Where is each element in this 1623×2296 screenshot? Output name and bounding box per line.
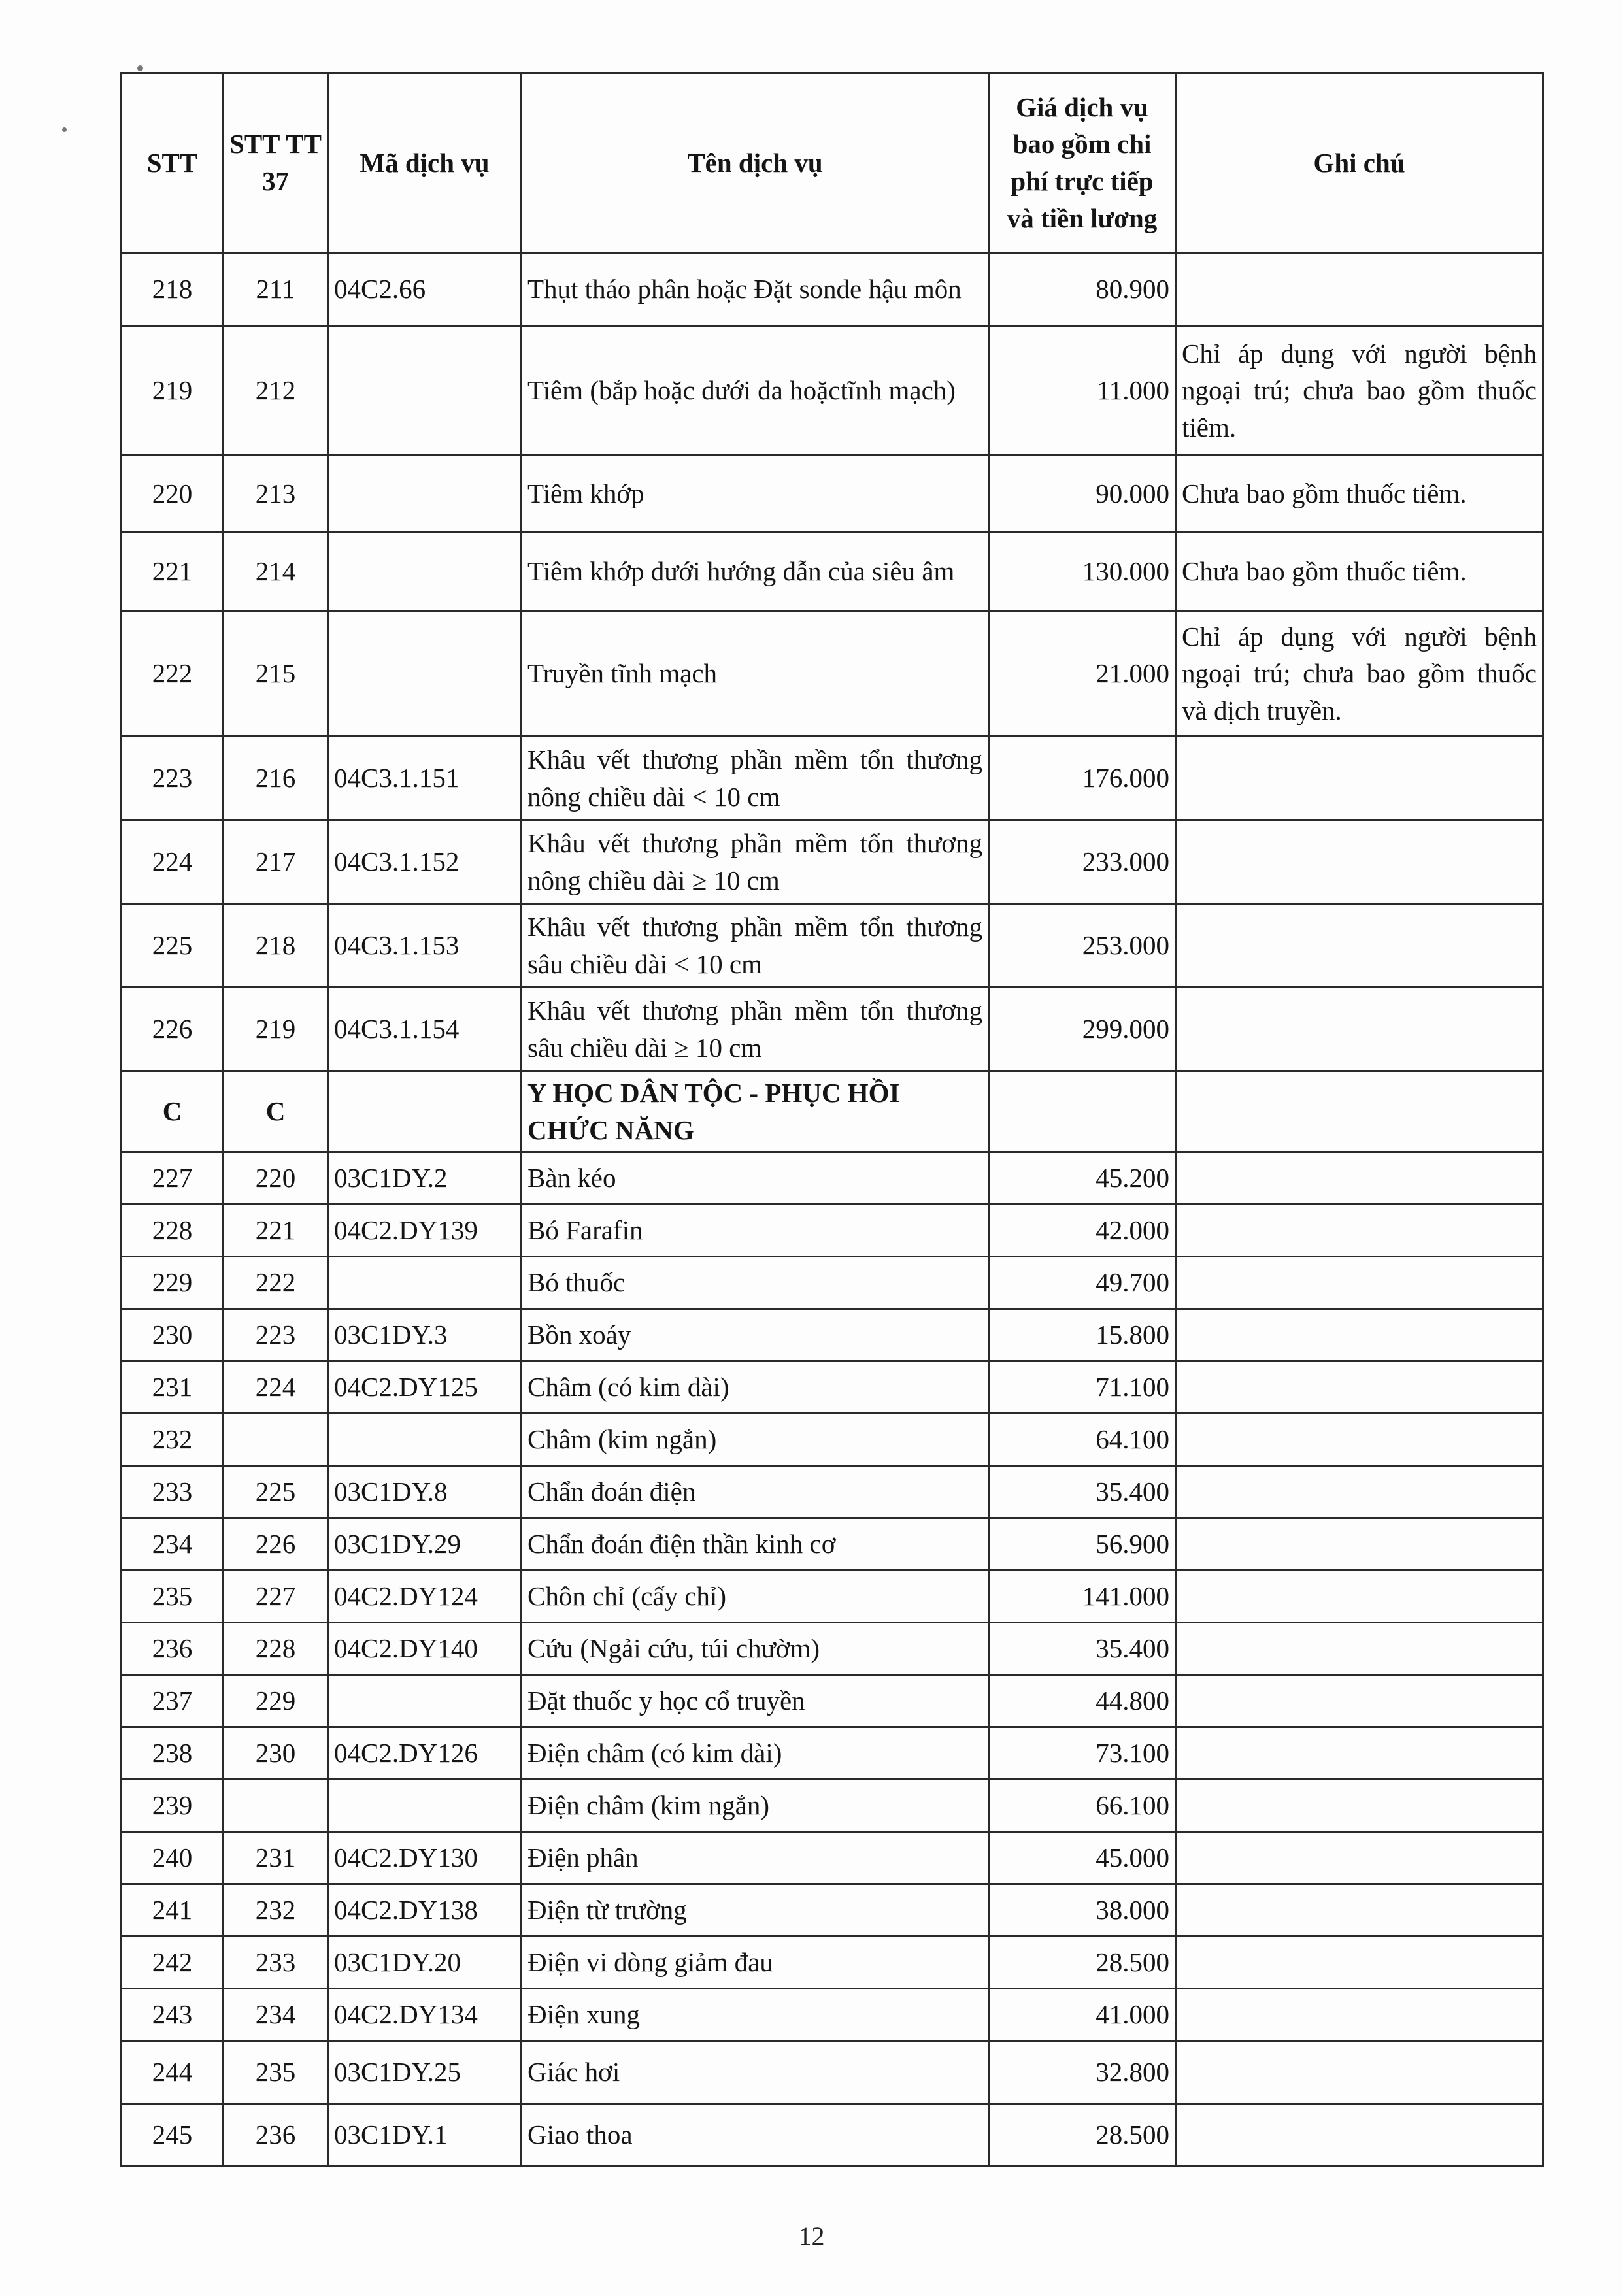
cell-stt: 236	[122, 1623, 224, 1675]
header-service-name: Tên dịch vụ	[522, 73, 989, 253]
cell-code	[328, 533, 522, 611]
cell-note	[1176, 1518, 1543, 1571]
cell-price: 49.700	[989, 1257, 1176, 1309]
cell-name: Tiêm khớp	[522, 456, 989, 533]
table-row	[122, 1884, 1543, 1937]
cell-stt: 244	[122, 2041, 224, 2104]
cell-stt: 232	[122, 1414, 224, 1466]
cell-code: 04C2.DY139	[328, 1205, 522, 1257]
cell-name: Châm (có kim dài)	[522, 1361, 989, 1414]
cell-code: 03C1DY.2	[328, 1152, 522, 1205]
cell-note	[1176, 988, 1543, 1071]
cell-price: 253.000	[989, 904, 1176, 988]
cell-price: 32.800	[989, 2041, 1176, 2104]
cell-stt-tt37: 225	[224, 1466, 328, 1518]
cell-stt-tt37	[224, 1780, 328, 1832]
table-row	[122, 1937, 1543, 1989]
page-number: 12	[798, 2221, 825, 2251]
cell-stt-tt37: 213	[224, 456, 328, 533]
table-row	[122, 1623, 1543, 1675]
cell-stt: 224	[122, 820, 224, 904]
section-note	[1176, 1071, 1543, 1152]
cell-stt-tt37: 228	[224, 1623, 328, 1675]
cell-price: 233.000	[989, 820, 1176, 904]
cell-name: Giao thoa	[522, 2104, 989, 2167]
cell-stt-tt37: 230	[224, 1727, 328, 1780]
cell-stt: 238	[122, 1727, 224, 1780]
cell-name: Truyền tĩnh mạch	[522, 611, 989, 737]
cell-code: 04C3.1.154	[328, 988, 522, 1071]
cell-stt: 235	[122, 1571, 224, 1623]
cell-note	[1176, 737, 1543, 820]
cell-name: Điện châm (kim ngắn)	[522, 1780, 989, 1832]
cell-name: Tiêm (bắp hoặc dưới da hoặctĩnh mạch)	[522, 326, 989, 456]
cell-code	[328, 1675, 522, 1727]
cell-note: Chưa bao gồm thuốc tiêm.	[1176, 533, 1543, 611]
table-row	[122, 1414, 1543, 1466]
cell-note	[1176, 1571, 1543, 1623]
table-row	[122, 1780, 1543, 1832]
table-row	[122, 253, 1543, 326]
cell-name: Điện xung	[522, 1989, 989, 2041]
cell-code	[328, 1414, 522, 1466]
section-price	[989, 1071, 1176, 1152]
cell-stt: 225	[122, 904, 224, 988]
cell-code	[328, 1780, 522, 1832]
cell-name: Đặt thuốc y học cổ truyền	[522, 1675, 989, 1727]
cell-name: Chôn chỉ (cấy chỉ)	[522, 1571, 989, 1623]
cell-stt: 223	[122, 737, 224, 820]
cell-stt: 240	[122, 1832, 224, 1884]
cell-name: Khâu vết thương phần mềm tổn thương sâu chiều dài < 10 cm	[522, 904, 989, 988]
section-title: Y HỌC DÂN TỘC - PHỤC HỒI CHỨC NĂNG	[522, 1071, 989, 1152]
cell-note	[1176, 1989, 1543, 2041]
cell-stt: 245	[122, 2104, 224, 2167]
section-row	[122, 1071, 1543, 1152]
table-row	[122, 820, 1543, 904]
cell-note	[1176, 2041, 1543, 2104]
table-row	[122, 1257, 1543, 1309]
cell-stt-tt37: 220	[224, 1152, 328, 1205]
table-row	[122, 1152, 1543, 1205]
cell-price: 45.000	[989, 1832, 1176, 1884]
cell-stt-tt37: 222	[224, 1257, 328, 1309]
cell-note	[1176, 820, 1543, 904]
cell-stt-tt37	[224, 1414, 328, 1466]
header-row	[122, 73, 1543, 253]
table-row	[122, 1309, 1543, 1361]
cell-stt: 219	[122, 326, 224, 456]
cell-name: Tiêm khớp dưới hướng dẫn của siêu âm	[522, 533, 989, 611]
cell-stt-tt37: 218	[224, 904, 328, 988]
scan-speck	[62, 127, 67, 132]
cell-name: Thụt tháo phân hoặc Đặt sonde hậu môn	[522, 253, 989, 326]
cell-stt: 220	[122, 456, 224, 533]
cell-price: 44.800	[989, 1675, 1176, 1727]
cell-stt: 227	[122, 1152, 224, 1205]
cell-price: 64.100	[989, 1414, 1176, 1466]
cell-price: 35.400	[989, 1466, 1176, 1518]
cell-note	[1176, 253, 1543, 326]
cell-price: 176.000	[989, 737, 1176, 820]
cell-note	[1176, 1675, 1543, 1727]
table-row	[122, 1675, 1543, 1727]
cell-name: Châm (kim ngắn)	[522, 1414, 989, 1466]
cell-price: 56.900	[989, 1518, 1176, 1571]
cell-stt-tt37: 227	[224, 1571, 328, 1623]
cell-stt-tt37: 226	[224, 1518, 328, 1571]
cell-price: 28.500	[989, 1937, 1176, 1989]
cell-stt: 234	[122, 1518, 224, 1571]
cell-note	[1176, 1884, 1543, 1937]
cell-stt-tt37: 211	[224, 253, 328, 326]
cell-stt-tt37: 212	[224, 326, 328, 456]
cell-code: 04C2.DY126	[328, 1727, 522, 1780]
cell-note	[1176, 1623, 1543, 1675]
section-stt-tt37: C	[224, 1071, 328, 1152]
cell-stt-tt37: 223	[224, 1309, 328, 1361]
cell-code	[328, 456, 522, 533]
cell-price: 299.000	[989, 988, 1176, 1071]
header-stt-tt37: STT TT 37	[224, 73, 328, 253]
cell-code: 03C1DY.3	[328, 1309, 522, 1361]
cell-note	[1176, 1937, 1543, 1989]
cell-name: Điện phân	[522, 1832, 989, 1884]
table-row	[122, 1727, 1543, 1780]
section-stt: C	[122, 1071, 224, 1152]
cell-code: 04C3.1.153	[328, 904, 522, 988]
table-row	[122, 1989, 1543, 2041]
cell-name: Bó thuốc	[522, 1257, 989, 1309]
cell-note	[1176, 1780, 1543, 1832]
table-row	[122, 1361, 1543, 1414]
cell-stt: 239	[122, 1780, 224, 1832]
cell-code: 04C3.1.152	[328, 820, 522, 904]
cell-code: 04C2.DY134	[328, 1989, 522, 2041]
header-price: Giá dịch vụ bao gồm chi phí trực tiếp và tiền lương	[989, 73, 1176, 253]
cell-stt-tt37: 219	[224, 988, 328, 1071]
cell-note: Chưa bao gồm thuốc tiêm.	[1176, 456, 1543, 533]
cell-code: 03C1DY.20	[328, 1937, 522, 1989]
cell-price: 11.000	[989, 326, 1176, 456]
cell-stt-tt37: 231	[224, 1832, 328, 1884]
cell-price: 73.100	[989, 1727, 1176, 1780]
cell-note	[1176, 1257, 1543, 1309]
cell-name: Điện từ trường	[522, 1884, 989, 1937]
cell-name: Khâu vết thương phần mềm tổn thương sâu chiều dài ≥ 10 cm	[522, 988, 989, 1071]
cell-stt: 222	[122, 611, 224, 737]
table-row	[122, 904, 1543, 988]
table-row	[122, 1205, 1543, 1257]
cell-price: 71.100	[989, 1361, 1176, 1414]
cell-code: 04C2.DY138	[328, 1884, 522, 1937]
cell-name: Bàn kéo	[522, 1152, 989, 1205]
cell-note	[1176, 1361, 1543, 1414]
cell-name: Điện châm (có kim dài)	[522, 1727, 989, 1780]
service-price-table	[120, 72, 1544, 2167]
cell-code	[328, 611, 522, 737]
cell-stt: 243	[122, 1989, 224, 2041]
cell-stt: 229	[122, 1257, 224, 1309]
cell-stt: 241	[122, 1884, 224, 1937]
cell-stt-tt37: 236	[224, 2104, 328, 2167]
table-row	[122, 611, 1543, 737]
cell-note	[1176, 1414, 1543, 1466]
cell-stt: 228	[122, 1205, 224, 1257]
cell-note	[1176, 1832, 1543, 1884]
cell-stt: 237	[122, 1675, 224, 1727]
cell-code: 04C2.DY140	[328, 1623, 522, 1675]
cell-note: Chỉ áp dụng với người bệnh ngoại trú; chưa bao gồm thuốc tiêm.	[1176, 326, 1543, 456]
cell-note	[1176, 1205, 1543, 1257]
cell-price: 130.000	[989, 533, 1176, 611]
table-row	[122, 1571, 1543, 1623]
cell-price: 42.000	[989, 1205, 1176, 1257]
cell-price: 41.000	[989, 1989, 1176, 2041]
header-note: Ghi chú	[1176, 73, 1543, 253]
cell-stt: 226	[122, 988, 224, 1071]
cell-stt-tt37: 232	[224, 1884, 328, 1937]
table-row	[122, 456, 1543, 533]
cell-code: 03C1DY.8	[328, 1466, 522, 1518]
cell-price: 66.100	[989, 1780, 1176, 1832]
scan-speck	[137, 65, 143, 71]
table-row	[122, 1466, 1543, 1518]
cell-stt-tt37: 216	[224, 737, 328, 820]
section-code	[328, 1071, 522, 1152]
cell-price: 38.000	[989, 1884, 1176, 1937]
cell-note	[1176, 1309, 1543, 1361]
cell-price: 35.400	[989, 1623, 1176, 1675]
cell-code: 03C1DY.1	[328, 2104, 522, 2167]
table-row	[122, 2104, 1543, 2167]
cell-price: 90.000	[989, 456, 1176, 533]
cell-code: 04C2.66	[328, 253, 522, 326]
cell-note	[1176, 1466, 1543, 1518]
cell-price: 15.800	[989, 1309, 1176, 1361]
cell-name: Khâu vết thương phần mềm tổn thương nông chiều dài < 10 cm	[522, 737, 989, 820]
table-row	[122, 988, 1543, 1071]
cell-stt: 218	[122, 253, 224, 326]
cell-stt: 230	[122, 1309, 224, 1361]
cell-code	[328, 1257, 522, 1309]
cell-note	[1176, 2104, 1543, 2167]
cell-stt-tt37: 217	[224, 820, 328, 904]
table-row	[122, 533, 1543, 611]
cell-name: Chẩn đoán điện	[522, 1466, 989, 1518]
cell-code: 03C1DY.25	[328, 2041, 522, 2104]
cell-stt-tt37: 234	[224, 1989, 328, 2041]
cell-price: 141.000	[989, 1571, 1176, 1623]
cell-stt: 233	[122, 1466, 224, 1518]
cell-stt-tt37: 229	[224, 1675, 328, 1727]
cell-note: Chỉ áp dụng với người bệnh ngoại trú; chưa bao gồm thuốc và dịch truyền.	[1176, 611, 1543, 737]
cell-name: Điện vi dòng giảm đau	[522, 1937, 989, 1989]
cell-note	[1176, 1152, 1543, 1205]
cell-price: 21.000	[989, 611, 1176, 737]
cell-code: 03C1DY.29	[328, 1518, 522, 1571]
header-stt: STT	[122, 73, 224, 253]
cell-stt-tt37: 235	[224, 2041, 328, 2104]
cell-stt: 242	[122, 1937, 224, 1989]
table-row	[122, 1518, 1543, 1571]
cell-name: Chẩn đoán điện thần kinh cơ	[522, 1518, 989, 1571]
table-row	[122, 326, 1543, 456]
cell-stt-tt37: 224	[224, 1361, 328, 1414]
cell-note	[1176, 1727, 1543, 1780]
table-row	[122, 2041, 1543, 2104]
cell-name: Giác hơi	[522, 2041, 989, 2104]
cell-name: Cứu (Ngải cứu, túi chườm)	[522, 1623, 989, 1675]
cell-name: Bồn xoáy	[522, 1309, 989, 1361]
cell-price: 28.500	[989, 2104, 1176, 2167]
header-service-code: Mã dịch vụ	[328, 73, 522, 253]
cell-stt: 231	[122, 1361, 224, 1414]
cell-stt-tt37: 215	[224, 611, 328, 737]
table-row	[122, 1832, 1543, 1884]
cell-stt-tt37: 233	[224, 1937, 328, 1989]
cell-code: 04C3.1.151	[328, 737, 522, 820]
cell-code: 04C2.DY130	[328, 1832, 522, 1884]
cell-price: 80.900	[989, 253, 1176, 326]
cell-code	[328, 326, 522, 456]
cell-name: Bó Farafin	[522, 1205, 989, 1257]
cell-name: Khâu vết thương phần mềm tổn thương nông chiều dài ≥ 10 cm	[522, 820, 989, 904]
cell-stt: 221	[122, 533, 224, 611]
cell-note	[1176, 904, 1543, 988]
cell-code: 04C2.DY125	[328, 1361, 522, 1414]
table-row	[122, 737, 1543, 820]
cell-stt-tt37: 214	[224, 533, 328, 611]
cell-price: 45.200	[989, 1152, 1176, 1205]
cell-stt-tt37: 221	[224, 1205, 328, 1257]
cell-code: 04C2.DY124	[328, 1571, 522, 1623]
